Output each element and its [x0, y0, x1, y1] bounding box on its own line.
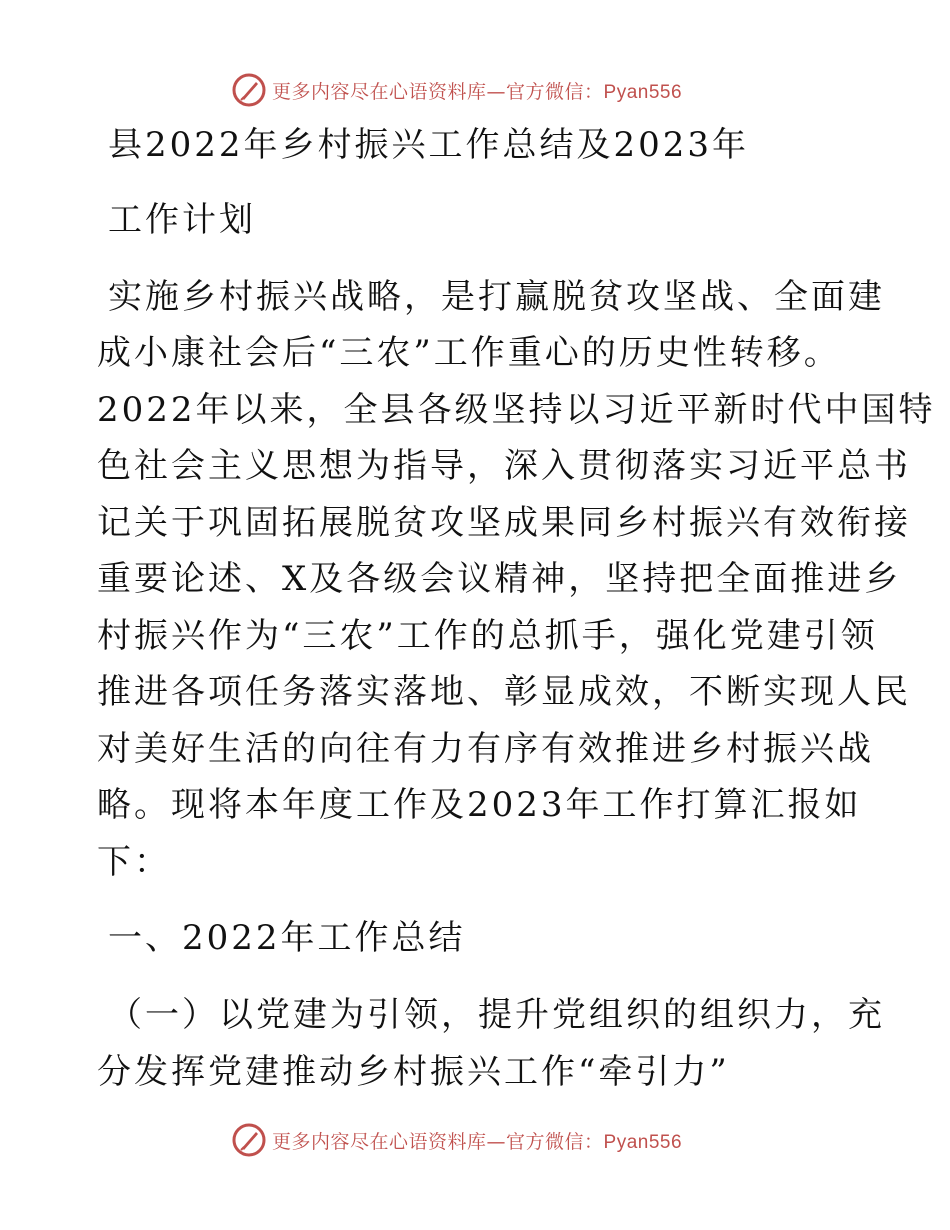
watermark-text: 更多内容尽在心语资料库—官方微信：Pyan556 — [272, 1130, 683, 1153]
watermark-text: 更多内容尽在心语资料库—官方微信：Pyan556 — [272, 80, 683, 103]
watermark-banner-bottom — [232, 1120, 712, 1160]
watermark-banner-top — [232, 70, 712, 110]
intro-line: 村振兴作为“三农”工作的总抓手，强化党建引领 — [97, 616, 878, 656]
quill-seal-icon — [232, 1123, 266, 1157]
intro-line: 2022年以来，全县各级坚持以习近平新时代中国特 — [97, 390, 936, 430]
section-heading: 一、2022年工作总结 — [108, 918, 466, 958]
intro-line: 记关于巩固拓展脱贫攻坚成果同乡村振兴有效衔接 — [97, 503, 911, 543]
document-title-line1: 县2022年乡村振兴工作总结及2023年 — [108, 125, 750, 165]
intro-line: 对美好生活的向往有力有序有效推进乡村振兴战 — [97, 729, 874, 769]
intro-line: 下： — [97, 842, 171, 882]
watermark-handle: Pyan556 — [603, 81, 683, 103]
document-title-line2: 工作计划 — [108, 200, 256, 240]
intro-line: 略。现将本年度工作及2023年工作打算汇报如 — [97, 785, 862, 825]
intro-line: 成小康社会后“三农”工作重心的历史性转移。 — [97, 333, 841, 373]
intro-line: 实施乡村振兴战略，是打赢脱贫攻坚战、全面建 — [108, 277, 885, 317]
intro-line: 推进各项任务落实落地、彰显成效，不断实现人民 — [97, 672, 911, 712]
subsection-heading-line2: 分发挥党建推动乡村振兴工作“牵引力” — [97, 1052, 730, 1092]
intro-line: 色社会主义思想为指导，深入贯彻落实习近平总书 — [97, 446, 911, 486]
intro-line: 重要论述、X及各级会议精神，坚持把全面推进乡 — [97, 559, 902, 599]
subsection-heading-line1: （一）以党建为引领，提升党组织的组织力，充 — [108, 995, 885, 1035]
quill-seal-icon — [232, 73, 266, 107]
watermark-handle: Pyan556 — [603, 1131, 683, 1153]
